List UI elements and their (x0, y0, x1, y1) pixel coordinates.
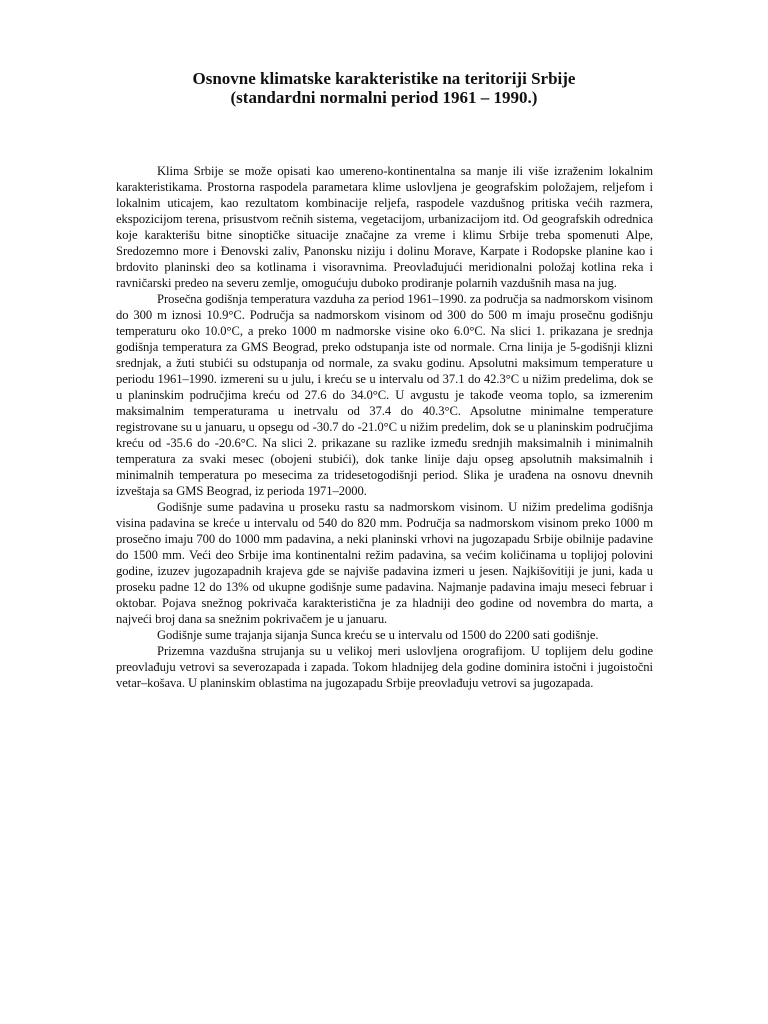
title-line-1: Osnovne klimatske karakteristike na teritoriji Srbije (192, 69, 576, 88)
paragraph-climate-overview: Klima Srbije se može opisati kao umereno-kontinentalna sa manje ili više izraženim lokalnim karakteristikama. Prostorna raspodela parametara klime uslovljena je geografskim položajem, reljefom i lokalnim uticajem, kao rezultatom kombinacije reljefa, raspodele vazdušnog pritiska većih razmera, ekspozicijom terena, prisustvom rečnih sistema, vegetacijom, urbanizacijom itd. Od geografskih odrednica koje karakterišu bitne sinoptičke situacije značajne za vreme i klimu Srbije treba spomenuti Alpe, Sredozemno more i Đenovski zaliv, Panonsku niziju i dolinu Morave, Karpate i Rodopske planine kao i brdovito planinski deo sa kotlinama i visoravnima. Preovlađujući meridionalni položaj kotlina reka i ravničarski predeo na severu zemlje, omogućuju duboko prodiranje polarnih vazdušnih masa na jug. (116, 164, 653, 290)
document-body (116, 163, 653, 691)
paragraph-temperature: Prosečna godišnja temperatura vazduha za period 1961–1990. za područja sa nadmorskom visinom do 300 m iznosi 10.9°C. Područja sa nadmorskom visinom od 300 do 500 m imaju prosečnu godišnju temperaturu oko 10.0°C, a preko 1000 m nadmorske visine oko 6.0°C. Na slici 1. prikazana je srednja godišnja temperatura za GMS Beograd, preko odstupanja iste od normale. Crna linija je 5-godišnji klizni srednjak, a žuti stubići su odstupanja od normale, za svaku godinu. Apsolutni maksimum temperature u periodu 1961–1990. izmereni su u julu, i kreću se u intervalu od 37.1 do 42.3°C u nižim predelima, dok se u planinskim područjima kreću od 27.6 do 34.0°C. U avgustu je takođe veoma toplo, sa izmerenim maksimalnim temperaturama u inetrvalu od 37.4 do 40.3°C. Apsolutne minimalne temperature registrovane su u januaru, u opsegu od -30.7 do -21.0°C u nižim predelim, dok se u planinskim područjima kreću od -35.6 do -20.6°C. Na slici 2. prikazane su razlike između srednjih maksimalnih i minimalnih temperatura za svaki mesec (obojeni stubići), dok tanke linije daju opseg apsolutnih maksimalnih i minimalnih temperatura po mesecima za tridesetogodišnji period. Slika je urađena na osnovu dnevnih izveštaja sa GMS Beograd, iz perioda 1971–2000. (116, 292, 653, 498)
paragraph-wind: Prizemna vazdušna strujanja su u velikoj meri uslovljena orografijom. U toplijem delu godine preovlađuju vetrovi sa severozapada i zapada. Tokom hladnijeg dela godine dominira istočni i jugoistočni vetar–košava. U planinskim oblastima na jugozapadu Srbije preovlađuju vetrovi sa jugozapada. (116, 644, 653, 690)
title-line-2: (standardni normalni period 1961 – 1990.) (230, 88, 538, 107)
paragraph-precipitation: Godišnje sume padavina u proseku rastu sa nadmorskom visinom. U nižim predelima godišnja visina padavina se kreće u intervalu od 540 do 820 mm. Područja sa nadmorskom visinom preko 1000 m prosečno imaju 700 do 1000 mm padavina, a neki planinski vrhovi na jugozapadu Srbije obilnije padavine do 1500 mm. Veći deo Srbije ima kontinentalni režim padavina, sa većim količinama u toplijoj polovini godine, izuzev jugozapadnih krajeva gde se najviše padavina izmeri u jesen. Najkišovitiji je juni, kada u proseku padne 12 do 13% od ukupne godišnje sume padavina. Najmanje padavina imaju meseci februar i oktobar. Pojava snežnog pokrivača karakteristična je za hladniji deo godine od novembra do marta, a najveći broj dana sa snežnim pokrivačem je u januaru. (116, 500, 653, 626)
paragraph-sunshine: Godišnje sume trajanja sijanja Sunca kreću se u intervalu od 1500 do 2200 sati godišnje. (157, 628, 599, 642)
document-title (0, 69, 768, 107)
